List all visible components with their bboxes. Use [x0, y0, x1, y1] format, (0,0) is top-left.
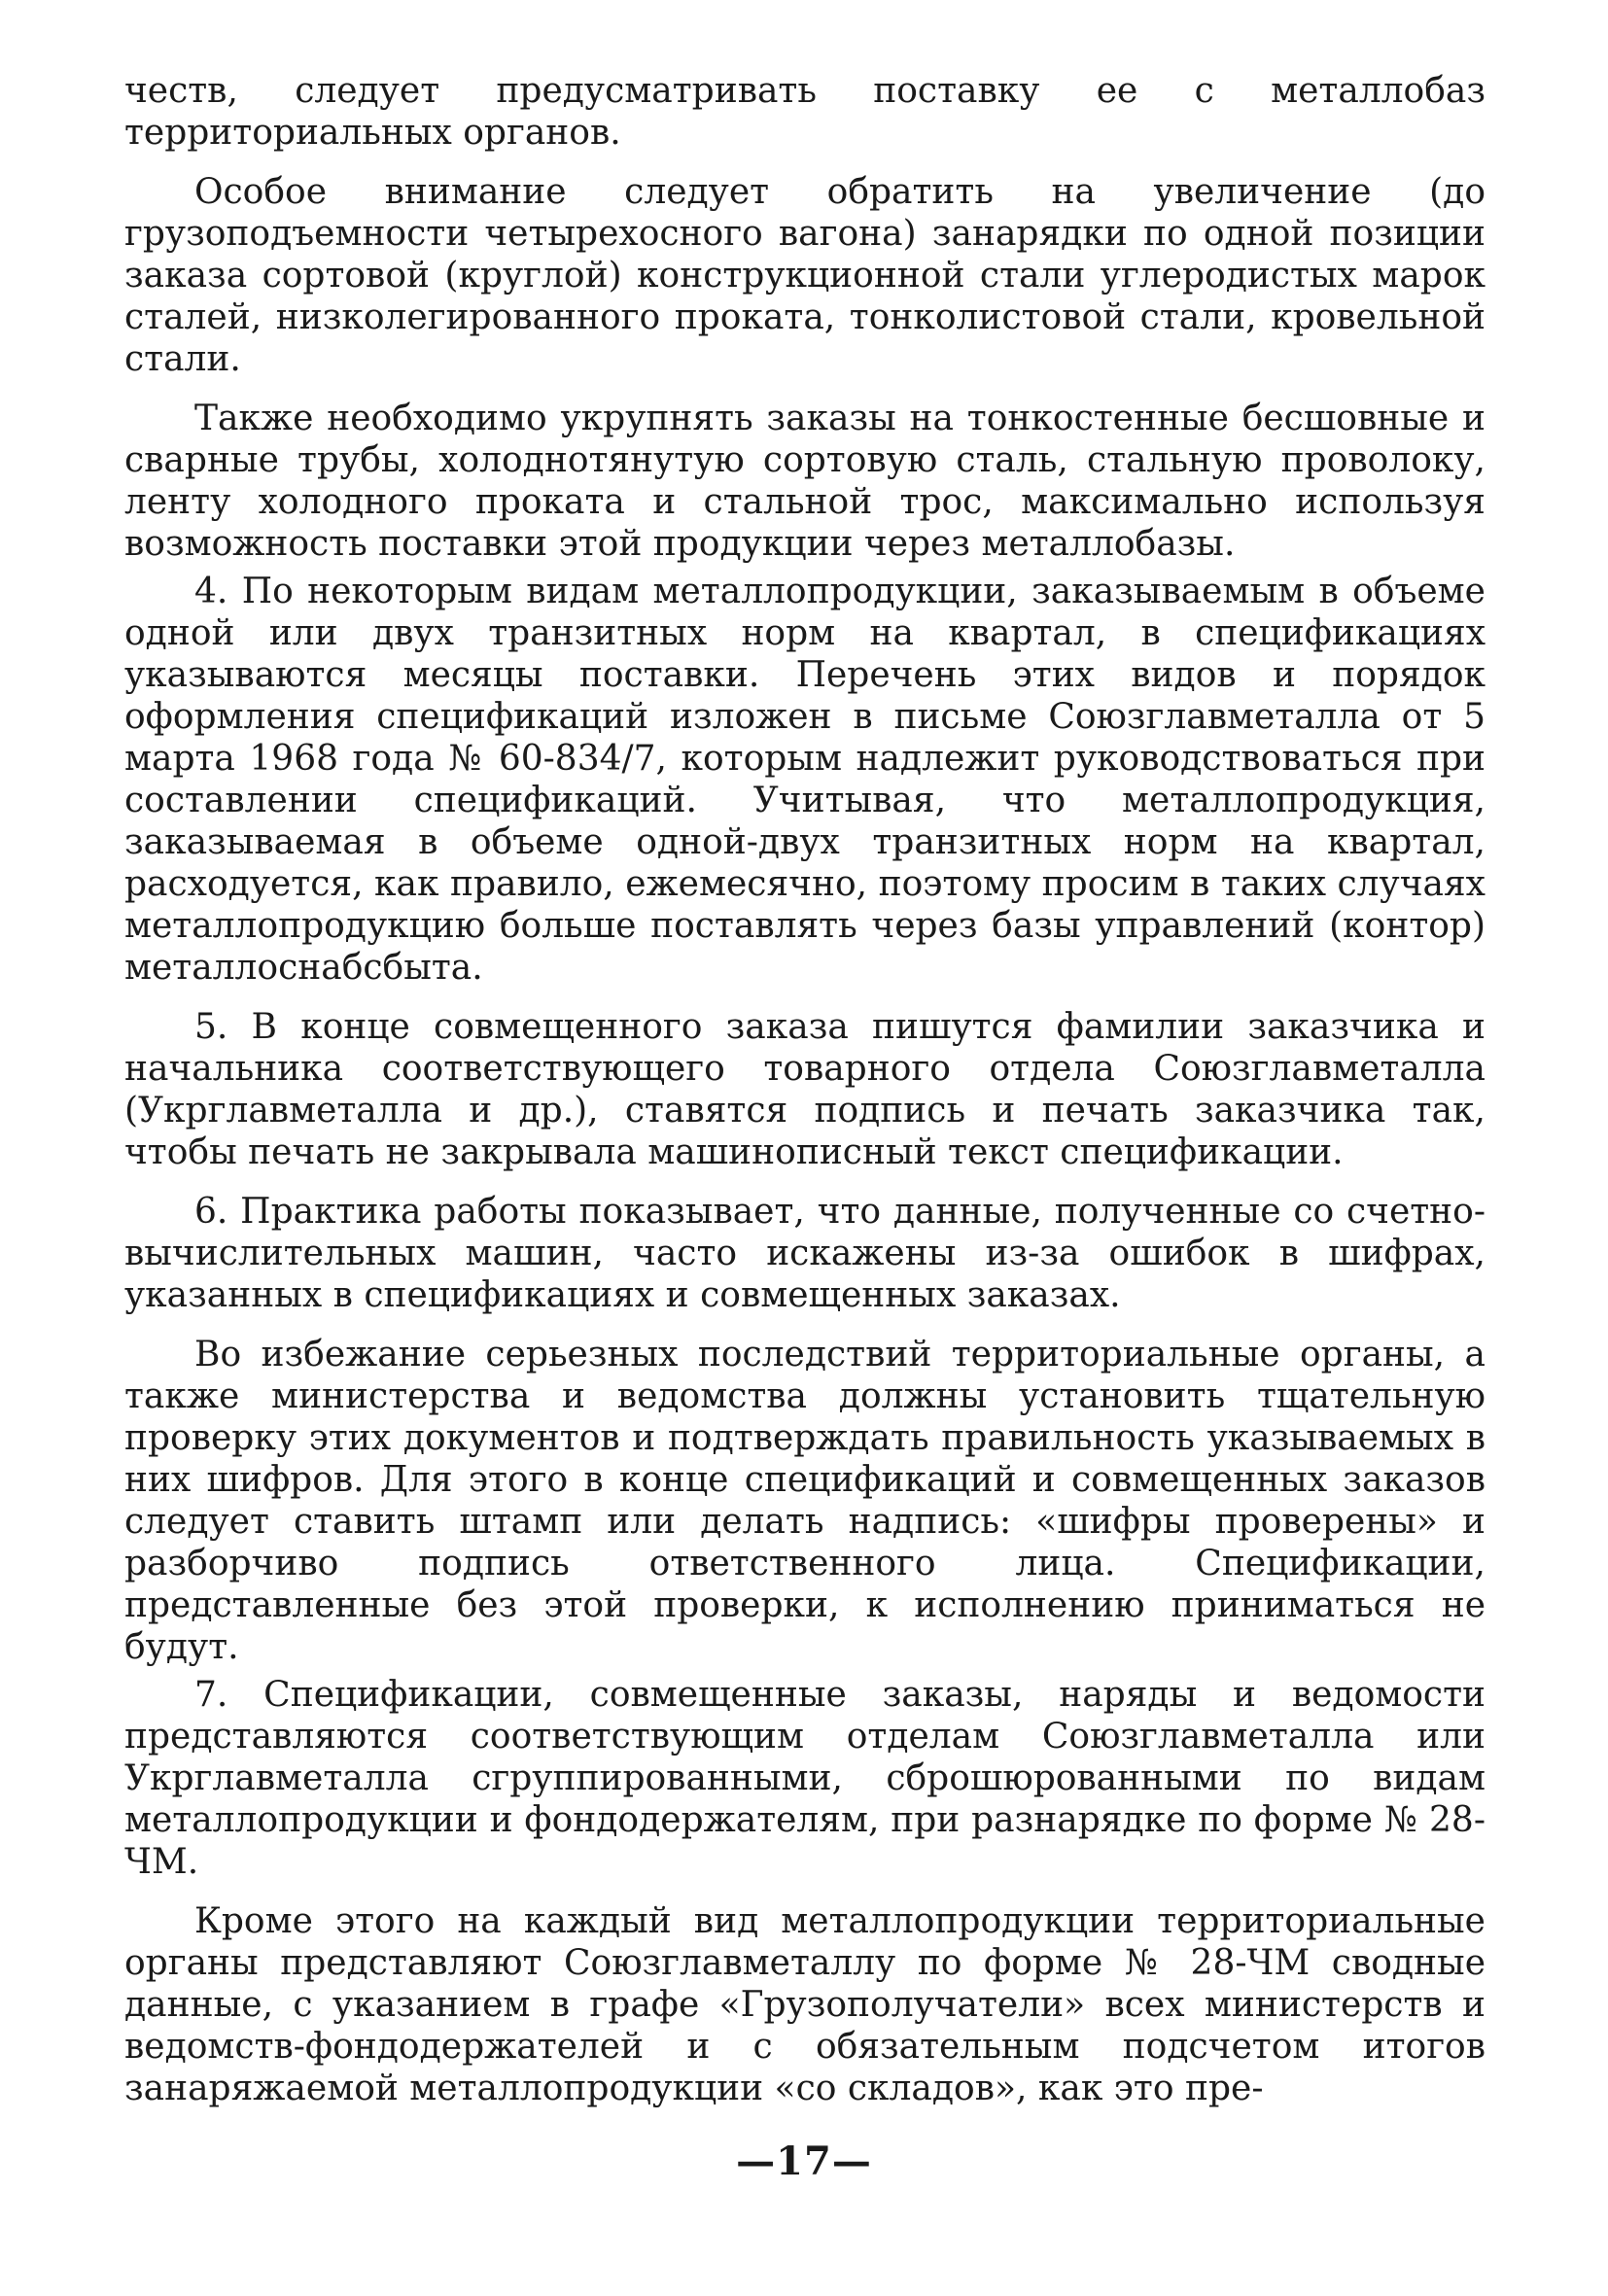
- paragraph-4: 4. По некоторым видам металлопродукции, заказываемым в объеме одной или двух транзитных норм на квартал, в спецификациях указываются месяцы поставки. Перечень этих видов и порядок оформления спецификаций изложен в письме Союзглавметалла от 5 марта 1968 года № 60-834/7, которым надлежит руководствоваться при составлении спецификаций. Учитывая, что металлопродукция, заказываемая в объеме одной-двух транзитных норм на квартал, расходуется, как правило, ежемесячно, поэтому просим в таких случаях металлопродукцию больше поставлять через базы управлений (контор) металлоснабсбыта.: [124, 572, 1486, 988]
- paragraph-5: 5. В конце совмещенного заказа пишутся фамилии заказчика и начальника соответствующего товарного отдела Союзглавметалла (Укрглавметалла и др.), ставятся подпись и печать заказчика так, чтобы печать не закрывала машинописный текст спецификации.: [124, 1007, 1486, 1172]
- document-page: [124, 70, 1486, 2127]
- paragraph-7: Во избежание серьезных последствий территориальные органы, а также министерства и ведомства должны установить тщательную проверку этих документов и подтверждать правильность указываемых в них шифров. Для этого в конце спецификаций и совмещенных заказов следует ставить штамп или делать надпись: «шифры проверены» и разборчиво подпись ответственного лица. Спецификации, представленные без этой проверки, к исполнению приниматься не будут.: [124, 1335, 1486, 1667]
- paragraph-3: Также необходимо укрупнять заказы на тонкостенные бесшовные и сварные трубы, холоднотянутую сортовую сталь, стальную проволоку, ленту холодного проката и стальной трос, максимально используя возможность поставки этой продукции через металлобазы.: [124, 399, 1486, 564]
- paragraph-6: 6. Практика работы показывает, что данные, полученные со счетно-вычислительных машин, часто искажены из-за ошибок в шифрах, указанных в спецификациях и совмещенных заказах.: [124, 1192, 1486, 1315]
- paragraph-8: 7. Спецификации, совмещенные заказы, наряды и ведомости представляются соответствующим отделам Союзглавметалла или Укрглавметалла сгруппированными, сброшюрованными по видам металлопродукции и фондодержателям, при разнарядке по форме № 28-ЧМ.: [124, 1675, 1486, 1882]
- paragraph-9: Кроме этого на каждый вид металлопродукции территориальные органы представляют Союзглавметаллу по форме № 28-ЧМ сводные данные, с указанием в графе «Грузополучатели» всех министерств и ведомств-фондодержателей и с обязательным подсчетом итогов занаряжаемой металлопродукции «со складов», как это пре-: [124, 1901, 1486, 2108]
- page-number: —17—: [736, 2139, 872, 2184]
- paragraph-2: Особое внимание следует обратить на увеличение (до грузоподъемности четырехосного вагона) занарядки по одной позиции заказа сортовой (круглой) конструкционной стали углеродистых марок сталей, низколегированного проката, тонколистовой стали, кровельной стали.: [124, 172, 1486, 379]
- paragraph-1: честв, следует предусматривать поставку ее с металлобаз территориальных органов.: [124, 71, 1486, 153]
